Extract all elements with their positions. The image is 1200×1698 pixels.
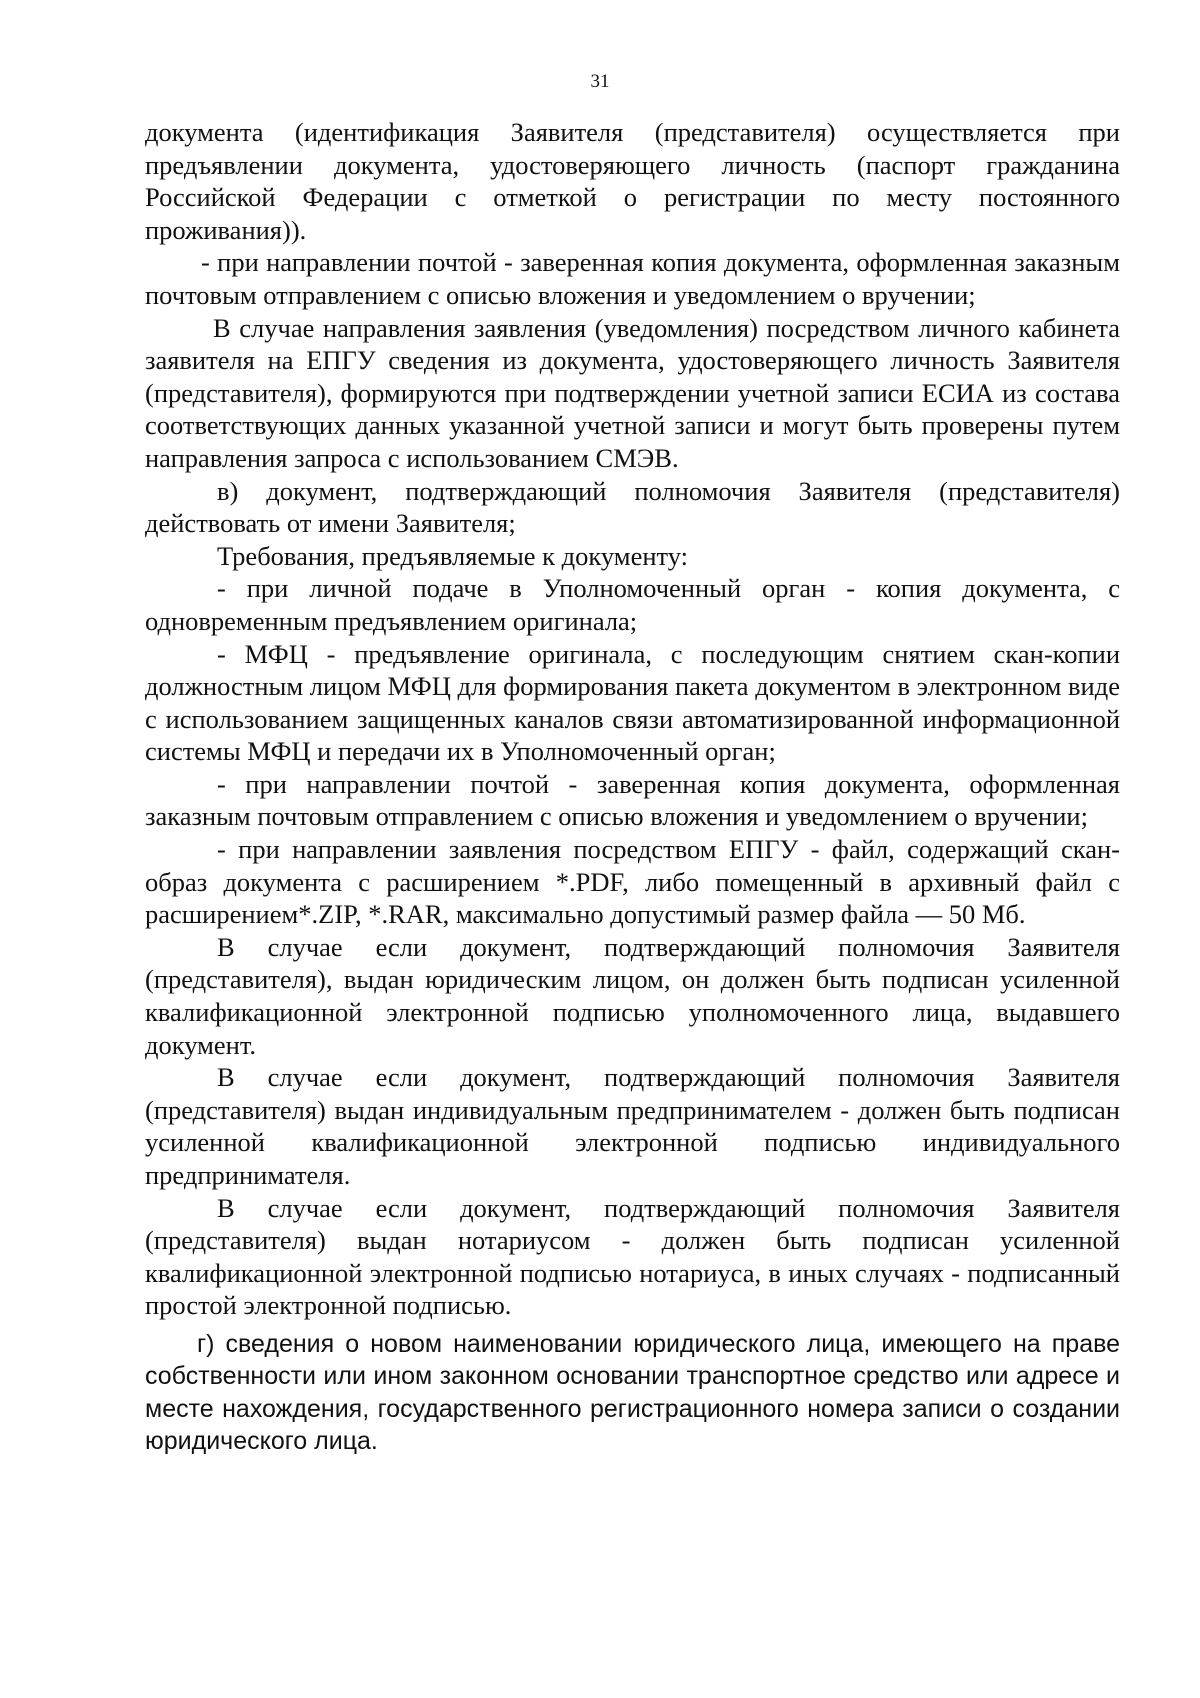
page-number: 31 (590, 71, 610, 92)
paragraph-notary-signature: В случае если документ, подтверждающий полномочия Заявителя (представителя) выдан нотариусом - должен быть подписан усиленной квалификационной электронной подписью нотариуса, в иных случаях - подписанный простой электронной подписью. (145, 1192, 1120, 1321)
paragraph-epgu-file-submission: - при направлении заявления посредством ЕПГУ - файл, содержащий скан-образ документа с расширением *.PDF, либо помещенный в архивный файл с расширением*.ZIP, *.RAR, максимально допустимый размер файла — 50 Мб. (145, 834, 1120, 930)
paragraph-personal-submission: - при личной подаче в Уполномоченный орган - копия документа, с одновременным предъявлением оригинала; (145, 573, 1120, 636)
document-body (145, 116, 1120, 1458)
paragraph-epgu-identity: В случае направления заявления (уведомления) посредством личного кабинета заявителя на ЕПГУ сведения из документа, удостоверяющего личность Заявителя (представителя), формируются при подтверждении учетной записи ЕСИА из состава соответствующих данных указанной учетной записи и могут быть проверены путем направления запроса с использованием СМЭВ. (145, 312, 1120, 473)
paragraph-document-requirements-heading: Требования, предъявляемые к документу: (217, 540, 689, 571)
paragraph-mail-submission: - при направлении почтой - заверенная копия документа, оформленная заказным почтовым отправлением с описью вложения и уведомлением о вручении; (145, 768, 1120, 832)
paragraph-legal-entity-signature: В случае если документ, подтверждающий полномочия Заявителя (представителя), выдан юридическим лицом, он должен быть подписан усиленной квалификационной электронной подписью уполномоченного лица, выдавшего документ. (145, 931, 1120, 1060)
paragraph-mail-requirement: - при направлении почтой - заверенная копия документа, оформленная заказным почтовым отправлением с описью вложения и уведомлением о вручении; (145, 247, 1120, 310)
paragraph-item-g-legal-entity-info: г) сведения о новом наименовании юридического лица, имеющего на праве собственности или ином законном основании транспортное средство или адресе и месте нахождения, государственного регистрационного номера записи о создании юридического лица. (145, 1329, 1120, 1456)
paragraph-entrepreneur-signature: В случае если документ, подтверждающий полномочия Заявителя (представителя) выдан индивидуальным предпринимателем - должен быть подписан усиленной квалификационной электронной подписью индивидуального предпринимателя. (145, 1062, 1120, 1190)
paragraph-item-v-authority-document: в) документ, подтверждающий полномочия Заявителя (представителя) действовать от имени Заявителя; (145, 475, 1120, 539)
paragraph-mfc-submission: - МФЦ - предъявление оригинала, с последующим снятием скан-копии должностным лицом МФЦ для формирования пакета документом в электронном виде с использованием защищенных каналов связи автоматизированной информационной системы МФЦ и передачи их в Уполномоченный орган; (145, 638, 1120, 767)
paragraph-identification-continuation: документа (идентификация Заявителя (представителя) осуществляется при предъявлении документа, удостоверяющего личность (паспорт гражданина Российской Федерации с отметкой о регистрации по месту постоянного проживания)). (145, 117, 1120, 245)
